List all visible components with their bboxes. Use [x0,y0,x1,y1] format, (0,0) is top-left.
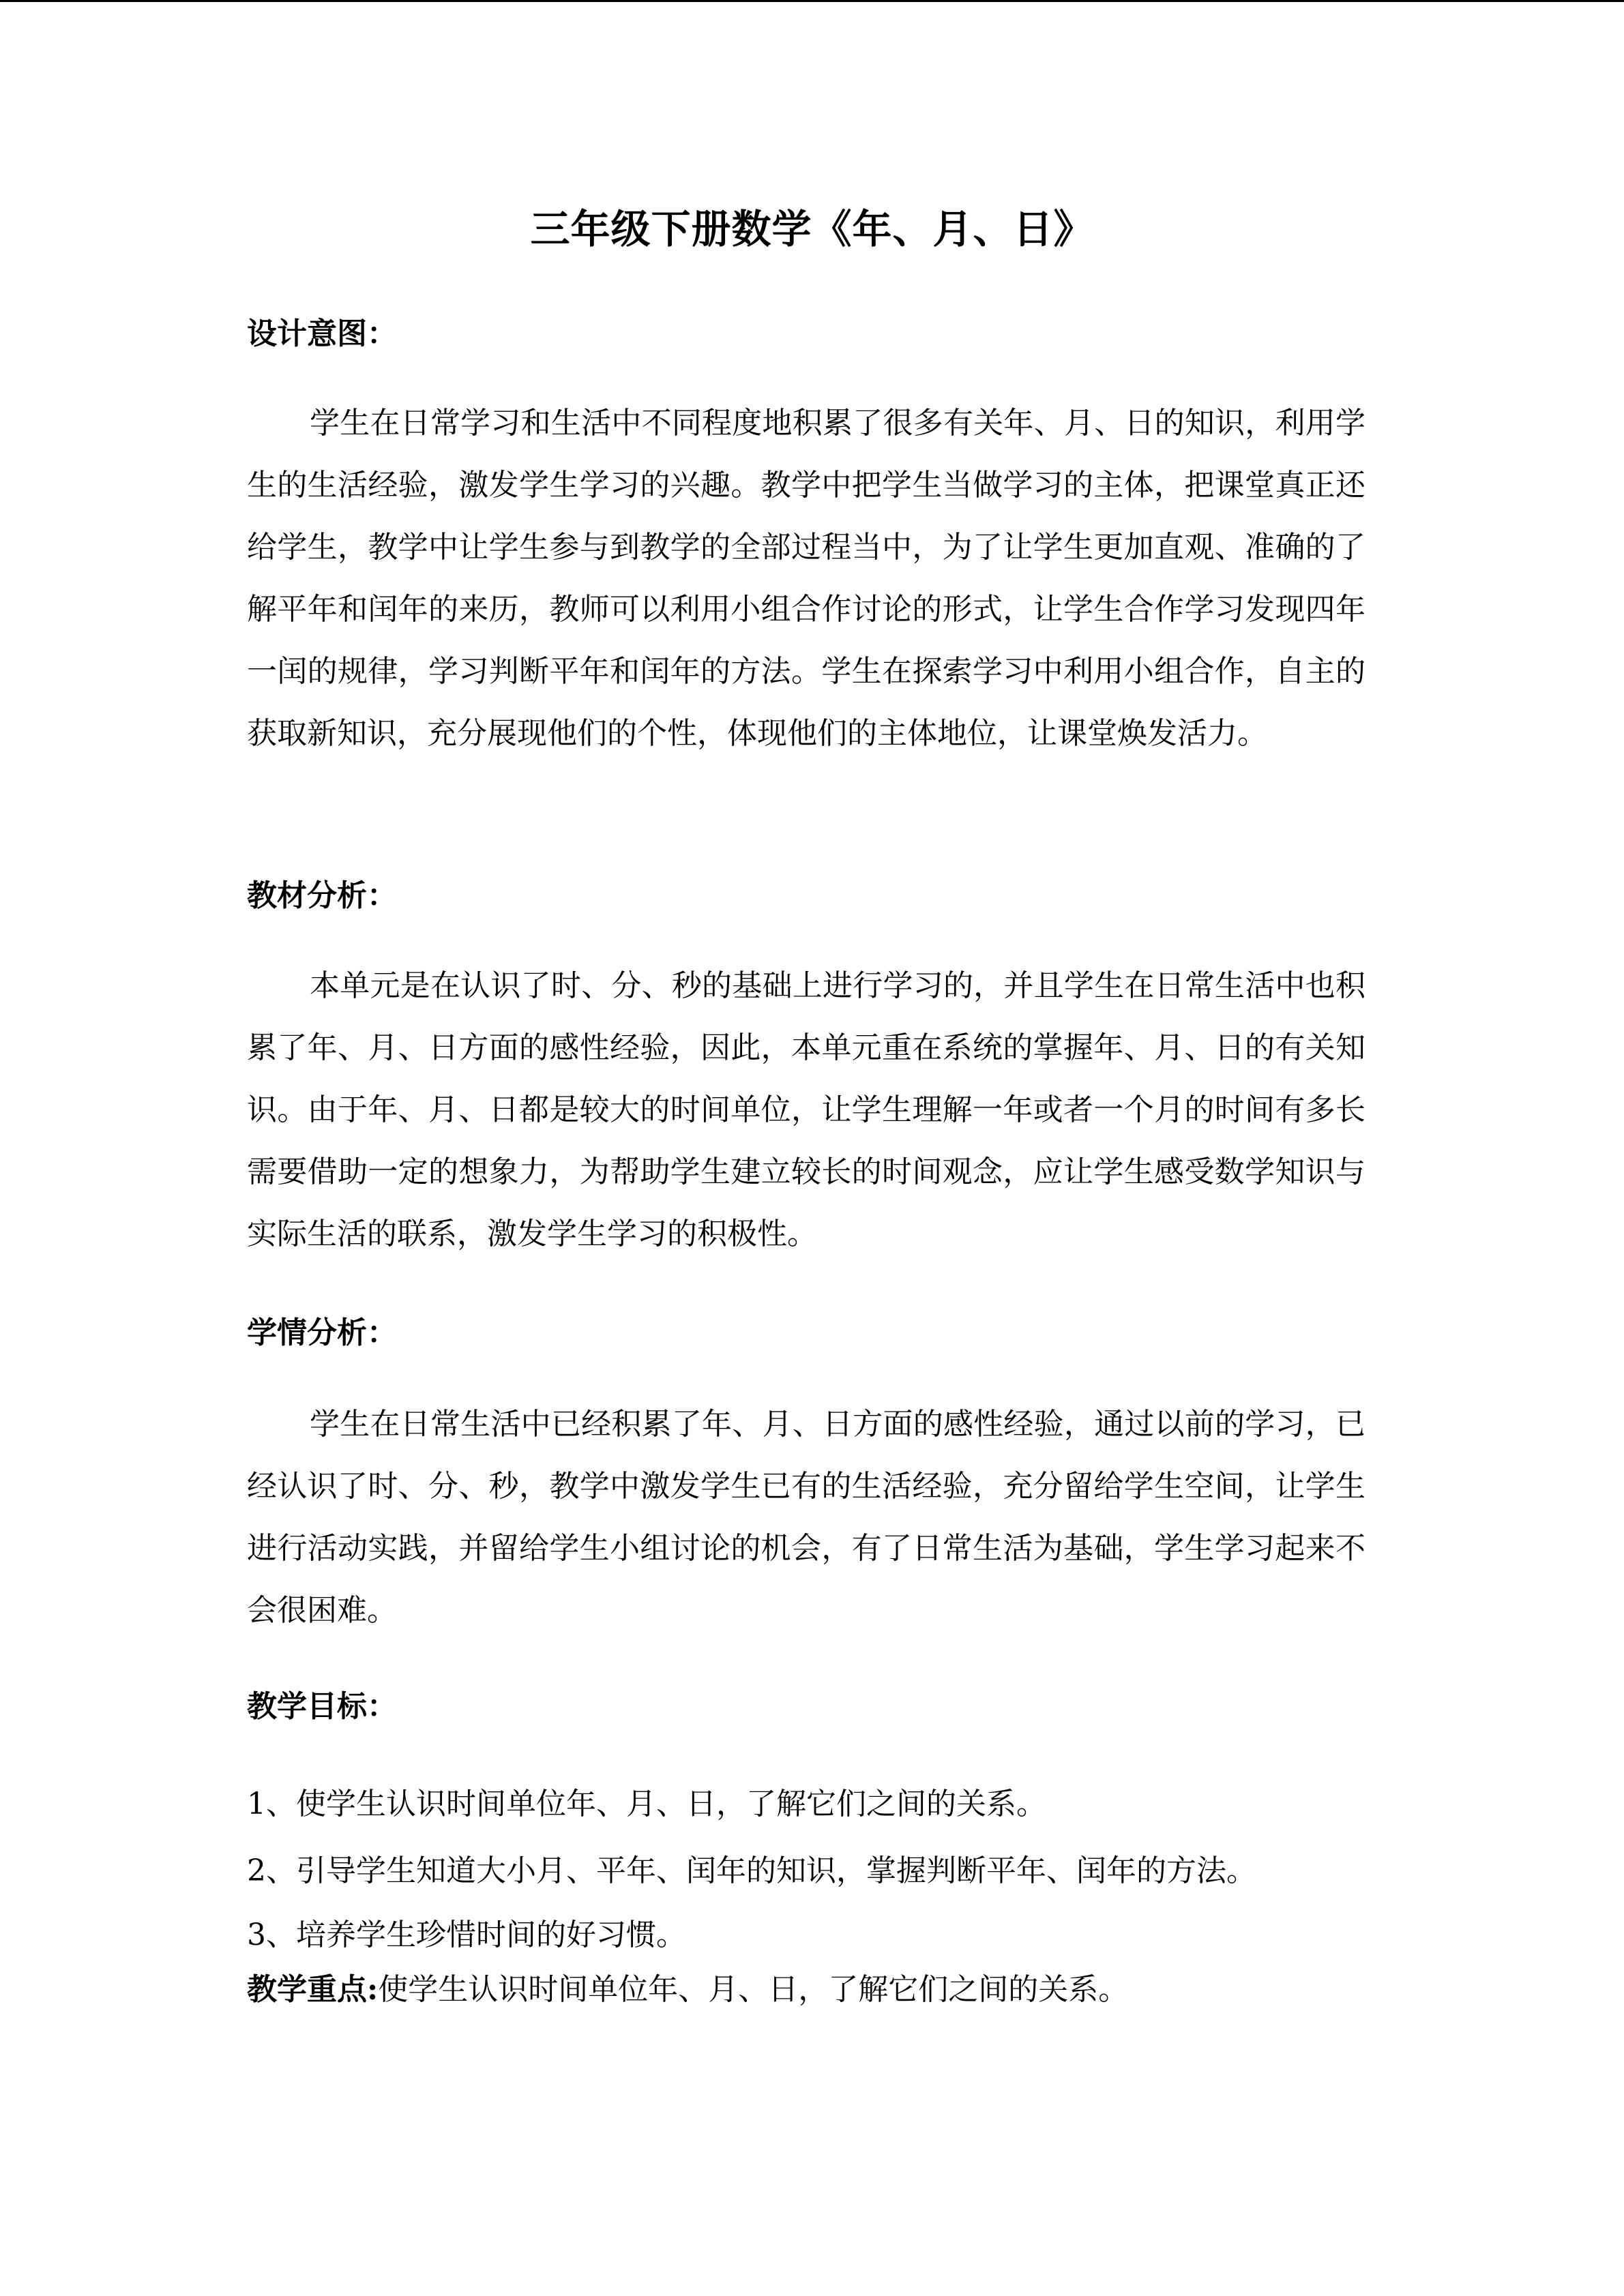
section-heading-teaching-goals: 教学目标： [247,1689,397,1724]
section-heading-student-analysis: 学情分析： [247,1315,397,1350]
key-point-text: 使学生认识时间单位年、月、日，了解它们之间的关系。 [378,1972,1129,2007]
key-point-label: 教学重点: [247,1972,379,2007]
section-paragraph-student-analysis: 学生在日常生活中已经积累了年、月、日方面的感性经验，通过以前的学习，已经认识了时、分、秒，教学中激发学生已有的生活经验，充分留给学生空间，让学生进行活动实践，并留给学生小组讨论的机会，有了日常生活为基础，学生学习起来不会很困难。 [247,1407,1365,1628]
teaching-goal-item: 1、使学生认识时间单位年、月、日，了解它们之间的关系。 [247,1787,1046,1821]
key-point-line [247,1966,1365,2014]
section-heading-design-intent: 设计意图： [247,316,397,351]
section-heading-material-analysis: 教材分析： [247,878,397,913]
section-paragraph-design-intent: 学生在日常学习和生活中不同程度地积累了很多有关年、月、日的知识，利用学生的生活经验，激发学生学习的兴趣。教学中把学生当做学习的主体，把课堂真正还给学生，教学中让学生参与到教学的全部过程当中，为了让学生更加直观、准确的了解平年和闰年的来历，教师可以利用小组合作讨论的形式，让学生合作学习发现四年一闰的规律，学习判断平年和闰年的方法。学生在探索学习中利用小组合作，自主的获取新知识，充分展现他们的个性，体现他们的主体地位，让课堂焕发活力。 [247,406,1365,751]
teaching-goal-item: 2、引导学生知道大小月、平年、闰年的知识，掌握判断平年、闰年的方法。 [247,1853,1256,1888]
section-paragraph-material-analysis: 本单元是在认识了时、分、秒的基础上进行学习的，并且学生在日常生活中也积累了年、月、日方面的感性经验，因此，本单元重在系统的掌握年、月、日的有关知识。由于年、月、日都是较大的时间单位，让学生理解一年或者一个月的时间有多长需要借助一定的想象力，为帮助学生建立较长的时间观念，应让学生感受数学知识与实际生活的联系，激发学生学习的积极性。 [247,968,1365,1251]
teaching-goal-item: 3、培养学生珍惜时间的好习惯。 [247,1918,686,1952]
document-title: 三年级下册数学《年、月、日》 [530,206,1094,252]
